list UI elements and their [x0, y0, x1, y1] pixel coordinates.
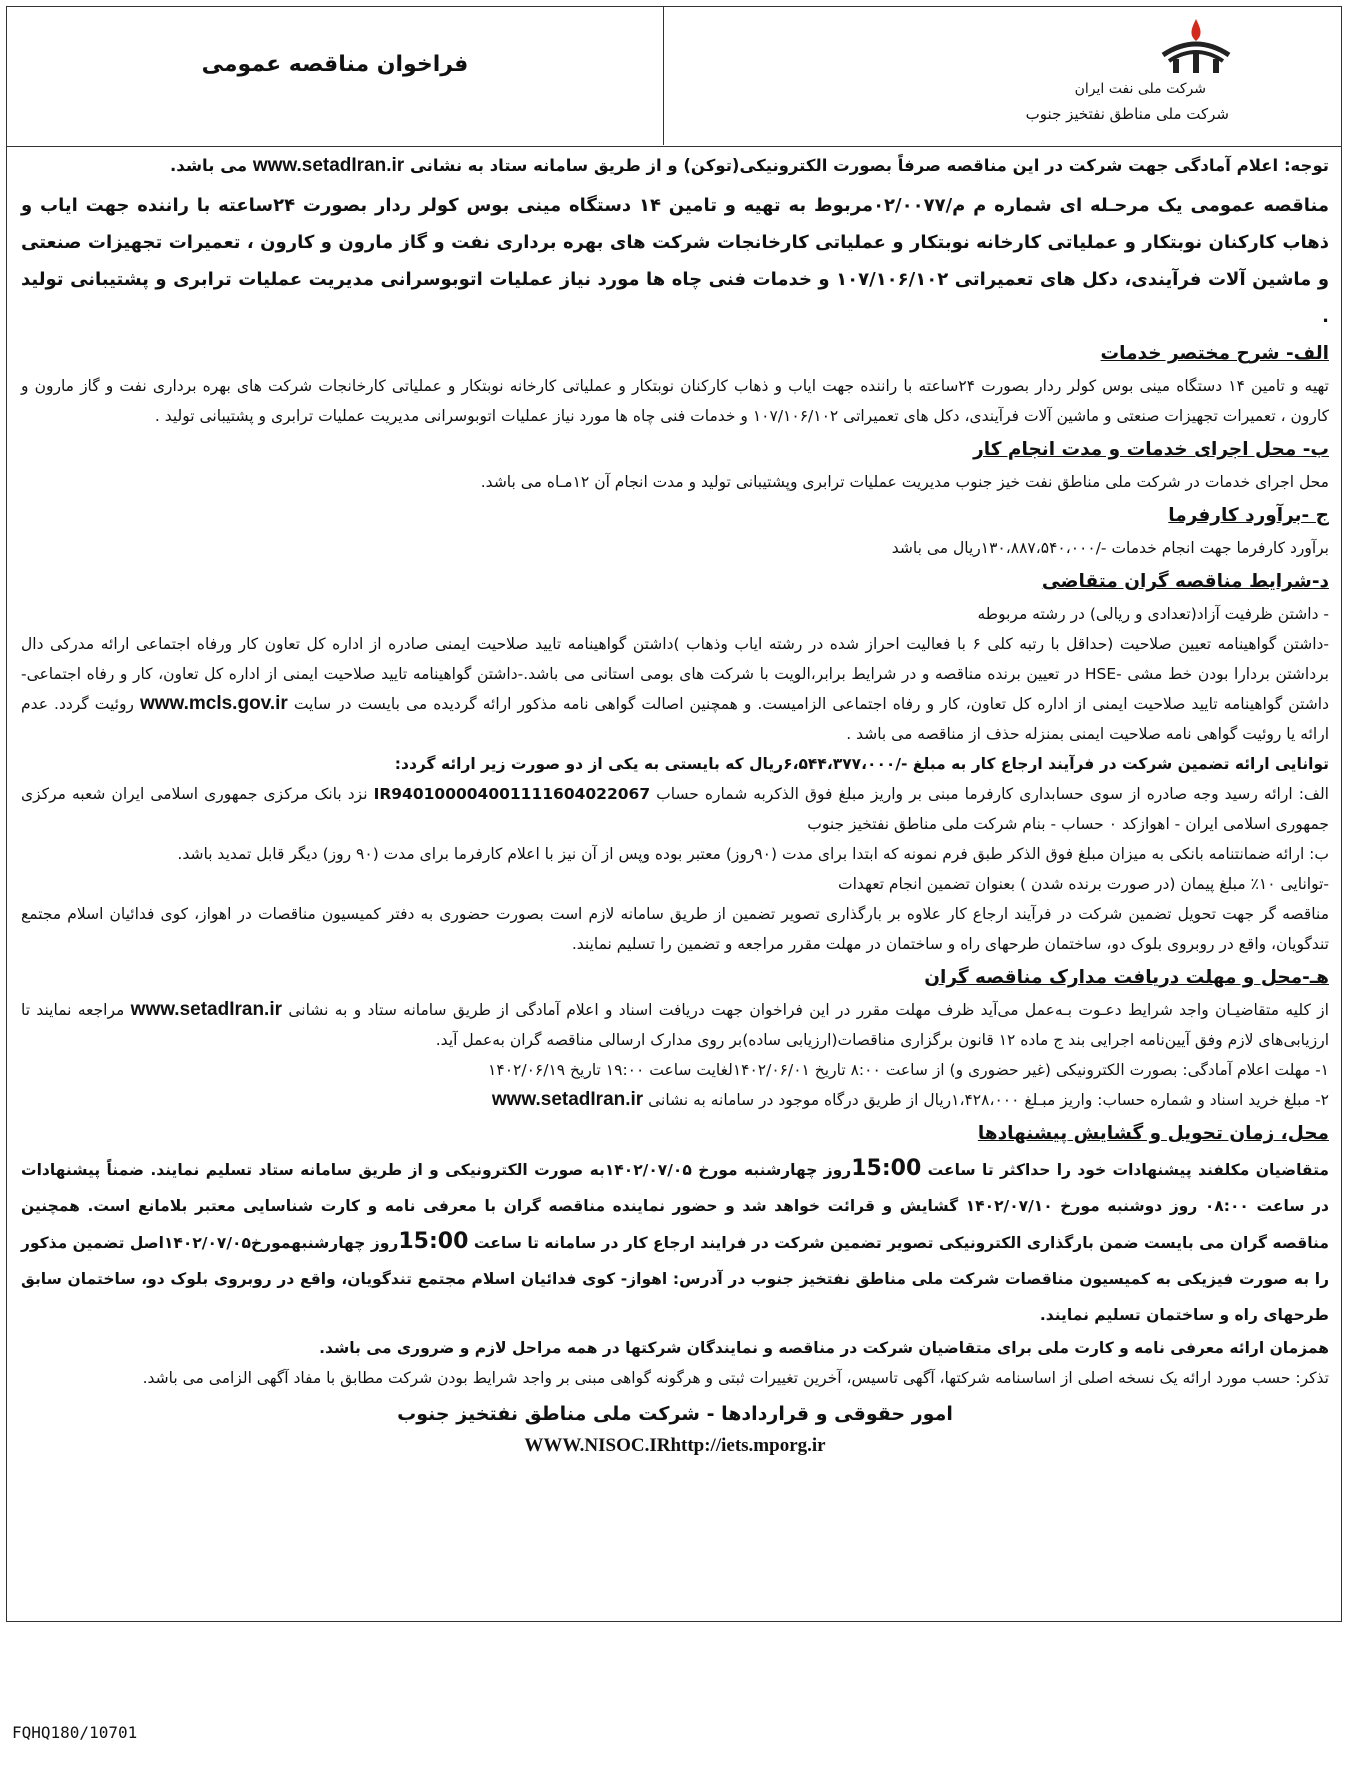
option-a-text-end: نزد بانک مرکزی جمهوری اسلامی ایران شعبه مرکزی جمهوری اسلامی ایران - اهوازکد ۰ حساب - بنام شرکت ملی مناطق نفتخیز جنوب: [21, 785, 1329, 833]
guarantee-time: 15:00: [398, 1229, 469, 1254]
mcls-link[interactable]: www.mcls.gov.ir: [139, 693, 288, 714]
notice-body: [21, 151, 1329, 1461]
electronic-notice: [21, 151, 1329, 181]
guarantee-option-a: [21, 779, 1329, 839]
nioc-logo-icon: [1151, 15, 1241, 75]
section-a-heading: الف- شرح مختصر خدمات: [1100, 343, 1329, 364]
section-e-text-start: از کلیه متقاضیـان واجد شرایط دعـوت بـه‌عمل می‌آید ظرف مهلت مقرر در این فراخوان جهت دریافت اسناد و اعلام آمادگی از طریق سامانه ستاد و به نشانی: [288, 1001, 1329, 1019]
signature: امور حقوقی و قراردادها - شرکت ملی مناطق نفتخیز جنوب: [397, 1403, 953, 1425]
account-number: IR940100004001111604022067: [373, 785, 651, 803]
section-d-item1: - داشتن ظرفیت آزاد(تعدادی و ریالی) در رشته مربوطه: [977, 605, 1329, 623]
section-f-heading: محل، زمان تحویل و گشایش پیشنهادها: [977, 1123, 1329, 1144]
section-c-heading: ج -برآورد کارفرما: [1168, 505, 1329, 526]
setad-link[interactable]: www.setadIran.ir: [252, 155, 405, 176]
option-a-text: الف: ارائه رسید وجه صادره از سوی حسابداری کارفرما مبنی بر واریز مبلغ فوق الذکربه شماره حساب: [656, 785, 1329, 803]
fee-text: ۲- مبلغ خرید اسناد و شماره حساب: واریز مبـلغ ۱،۴۲۸،۰۰۰ریال از طریق درگاه موجود در سامانه به نشانی: [648, 1091, 1329, 1109]
company-name: شرکت ملی نفت ایران: [1074, 81, 1206, 97]
setad-link-3[interactable]: www.setadIran.ir: [491, 1089, 644, 1110]
header: [7, 7, 1341, 147]
notice-text: توجه: اعلام آمادگی جهت شرکت در این مناقصه صرفاً بصورت الکترونیکی(توکن) و از طریق سامانه ستاد به نشانی: [409, 156, 1329, 175]
websites[interactable]: WWW.NISOC.IRhttp://iets.mporg.ir: [524, 1435, 826, 1456]
item2-text-end: روئیت گردد. عدم ارائه یا روئیت گواهی نامه صلاحیت ایمنی بمنزله حذف از مناقصه می باشد .: [21, 695, 1329, 743]
section-e-text: [21, 995, 1329, 1055]
item2-text: -داشتن گواهینامه تعیین صلاحیت (حداقل با رتبه کلی ۶ با فعالیت احراز شده در رشته ایاب وذهاب )داشتن گواهینامه تایید صلاحیت ایمنی صادره از اداره کل تعاون کار ورفاه اجتماعی ارائه مدرکی دال برداشتن بردارا بودن خط مشی -HSE در تعیین برنده مناقصه و در شرایط برابر،الویت با شرکت های بومی استانی می باشد.-داشتن گواهینامه تایید صلاحیت ایمنی از اداره کل تعاون، کار و رفاه اجتماعی- داشتن گواهینامه تایید صلاحیت ایمنی از اداره کل تعاون، کار و رفاه اجتماعی الزامیست. و همچنین اصالت گواهی نامه مذکور ارائه گردیده می بایست در سایت: [21, 635, 1330, 713]
document-code: FQHQ180/10701: [12, 1723, 138, 1742]
guarantee-delivery: مناقصه گر جهت تحویل تضمین شرکت در فرآیند ارجاع کار علاوه بر بارگذاری تصویر تضمین از طریق سامانه لازم است بصورت حضوری به دفتر کمیسیون مناقصات در اهواز، کوی فدائیان اسلام مجتمع تندگویان، واقع در روبروی بلوک دو، ساختمان طرحهای راه و ساختمان در مهلت مقرر مراجعه و تضمین را تسلیم نمایند.: [21, 905, 1329, 953]
guarantee-option-b: ب: ارائه ضمانتنامه بانکی به میزان مبلغ فوق الذکر طبق فرم نمونه که ابتدا برای مدت (۹۰روز) معتبر بوده وپس از آن نیز با اعلام کارفرما برای مدت (۹۰ روز) دیگر قابل تمدید باشد.: [177, 845, 1329, 863]
section-f-part1: متقاضیان مکلفند پیشنهادات خود را حداکثر تا ساعت: [927, 1161, 1329, 1179]
section-d-heading: د-شرایط مناقصه گران متقاضی: [1041, 571, 1329, 592]
page-title: فراخوان مناقصه عمومی: [201, 52, 469, 77]
performance-guarantee: -توانایی ۱۰٪ مبلغ پیمان (در صورت برنده شدن ) بعنوان تضمین انجام تعهدات: [838, 875, 1329, 893]
intro-paragraph: مناقصه عمومی یک مرحـله ای شماره م م/۰۲/۰۰۷۷مربوط به تهیه و تامین ۱۴ دستگاه مینی بوس کولر ردار بصورت ۲۴ساعته با راننده جهت ایاب و ذهاب کارکنان نوبتکار و عملیاتی کارخانه نوبتکار و عملیاتی کارخانجات شرکت های بهره برداری نفت و گاز مارون و کارون ، تعمیرات تجهیزات صنعتی و ماشین آلات فرآیندی، دکل های تعمیراتی ۱۰۷/۱۰۶/۱۰۲ و خدمات فنی چاه ها مورد نیاز عملیات اتوبوسرانی مدیریت عملیات ترابری و پشتیبانی تولید .: [21, 195, 1330, 327]
title-box: [7, 7, 664, 145]
note-documents: تذکر: حسب مورد ارائه یک نسخه اصلی از اساسنامه شرکتها، آگهی تاسیس، آخرین تغییرات ثبتی و هرگونه گواهی مبنی بر واجد شرایط بودن شرکت مطابق با مفاد آگهی الزامی می باشد.: [142, 1369, 1329, 1387]
fee-line: [21, 1085, 1329, 1115]
section-f-part3: همچنین مناقصه گران می بایست ضمن بارگذاری الکترونیکی تصویر تضمین شرکت در فرایند ارجاع کار در سامانه تا ساعت: [21, 1197, 1329, 1252]
section-f-text: [21, 1151, 1329, 1333]
section-b-heading: ب- محل اجرای خدمات و مدت انجام کار: [973, 439, 1329, 460]
section-e-heading: هـ-محل و مهلت دریافت مدارک مناقصه گران: [924, 967, 1329, 988]
section-b-text: محل اجرای خدمات در شرکت ملی مناطق نفت خیز جنوب مدیریت عملیات ترابری وپشتیبانی تولید و مدت انجام آن ۱۲مـاه می باشد.: [480, 473, 1329, 491]
setad-link-2[interactable]: www.setadIran.ir: [130, 999, 283, 1020]
section-c-text: برآورد کارفرما جهت انجام خدمات -/۱۳۰،۸۸۷،۵۴۰،۰۰۰ریال می باشد: [891, 539, 1329, 557]
guarantee-amount: توانایی ارائه تضمین شرکت در فرآیند ارجاع کار به مبلغ -/۶،۵۴۴،۳۷۷،۰۰۰ریال که بایستی به یکی از دو صورت زیر ارائه گردد:: [394, 755, 1329, 773]
notice-frame: [6, 6, 1342, 1622]
section-a-text: تهیه و تامین ۱۴ دستگاه مینی بوس کولر ردار بصورت ۲۴ساعته با راننده جهت ایاب و ذهاب کارکنان نوبتکار و عملیاتی کارخانه نوبتکار و عملیاتی کارخانجات شرکت های بهره برداری نفت و گاز مارون و کارون ، تعمیرات تجهیزات صنعتی و ماشین آلات فرآیندی، دکل های تعمیراتی ۱۰۷/۱۰۶/۱۰۲ و خدمات فنی چاه ها مورد نیاز عملیات اتوبوسرانی مدیریت عملیات ترابری و پشتیبانی تولید .: [21, 377, 1329, 425]
company-subname: شرکت ملی مناطق نفتخیز جنوب: [1025, 105, 1229, 123]
note-identity: همزمان ارائه معرفی نامه و کارت ملی برای متقاضیان شرکت در مناقصه و نمایندگان شرکتها در همه مراحل لازم و ضروری می باشد.: [319, 1339, 1329, 1357]
section-f-part4: روز چهارشنبهمورخ۱۴۰۲/۰۷/۰۵اصل تضمین مذکور را به صورت فیزیکی به کمیسیون مناقصات شرکت ملی مناطق نفتخیز جنوب در آدرس: اهواز- کوی فدائیان اسلام مجتمع تندگویان، واقع در روبروی بلوک دو، ساختمان سابق طرحهای راه و ساختمان تسلیم نمایند.: [21, 1234, 1329, 1324]
section-d-item2: [21, 629, 1329, 749]
submission-time: 15:00: [851, 1156, 922, 1181]
deadline-line: ۱- مهلت اعلام آمادگی: بصورت الکترونیکی (غیر حضوری و) از ساعت ۸:۰۰ تاریخ ۱۴۰۲/۰۶/۰۱لغایت ساعت ۱۹:۰۰ تاریخ ۱۴۰۲/۰۶/۱۹: [488, 1061, 1329, 1079]
section-f-part2: روز چهارشنبه مورخ ۱۴۰۲/۰۷/۰۵به صورت الکترونیکی و از طریق سامانه ستاد تسلیم نمایند. ضمناً پیشنهادات در ساعت ۰۸:۰۰ روز دوشنبه مورخ ۱۴۰۲/۰۷/۱۰ گشایش و قرائت خواهد شد و حضور نماینده مناقصه گران با معرفی نامه و کارت شناسایی معتبر بلامانع است.: [21, 1161, 1329, 1215]
section-e-text-end: مراجعه نمایند تا ارزیابی‌های لازم وفق آیین‌نامه اجرایی بند ج ماده ۱۲ قانون برگزاری مناقصات(ارزیابی ساده)بر روی مدارک ارسالی مناقصه گران به‌عمل آید.: [21, 1001, 1329, 1049]
notice-text-end: می باشد.: [170, 156, 248, 175]
